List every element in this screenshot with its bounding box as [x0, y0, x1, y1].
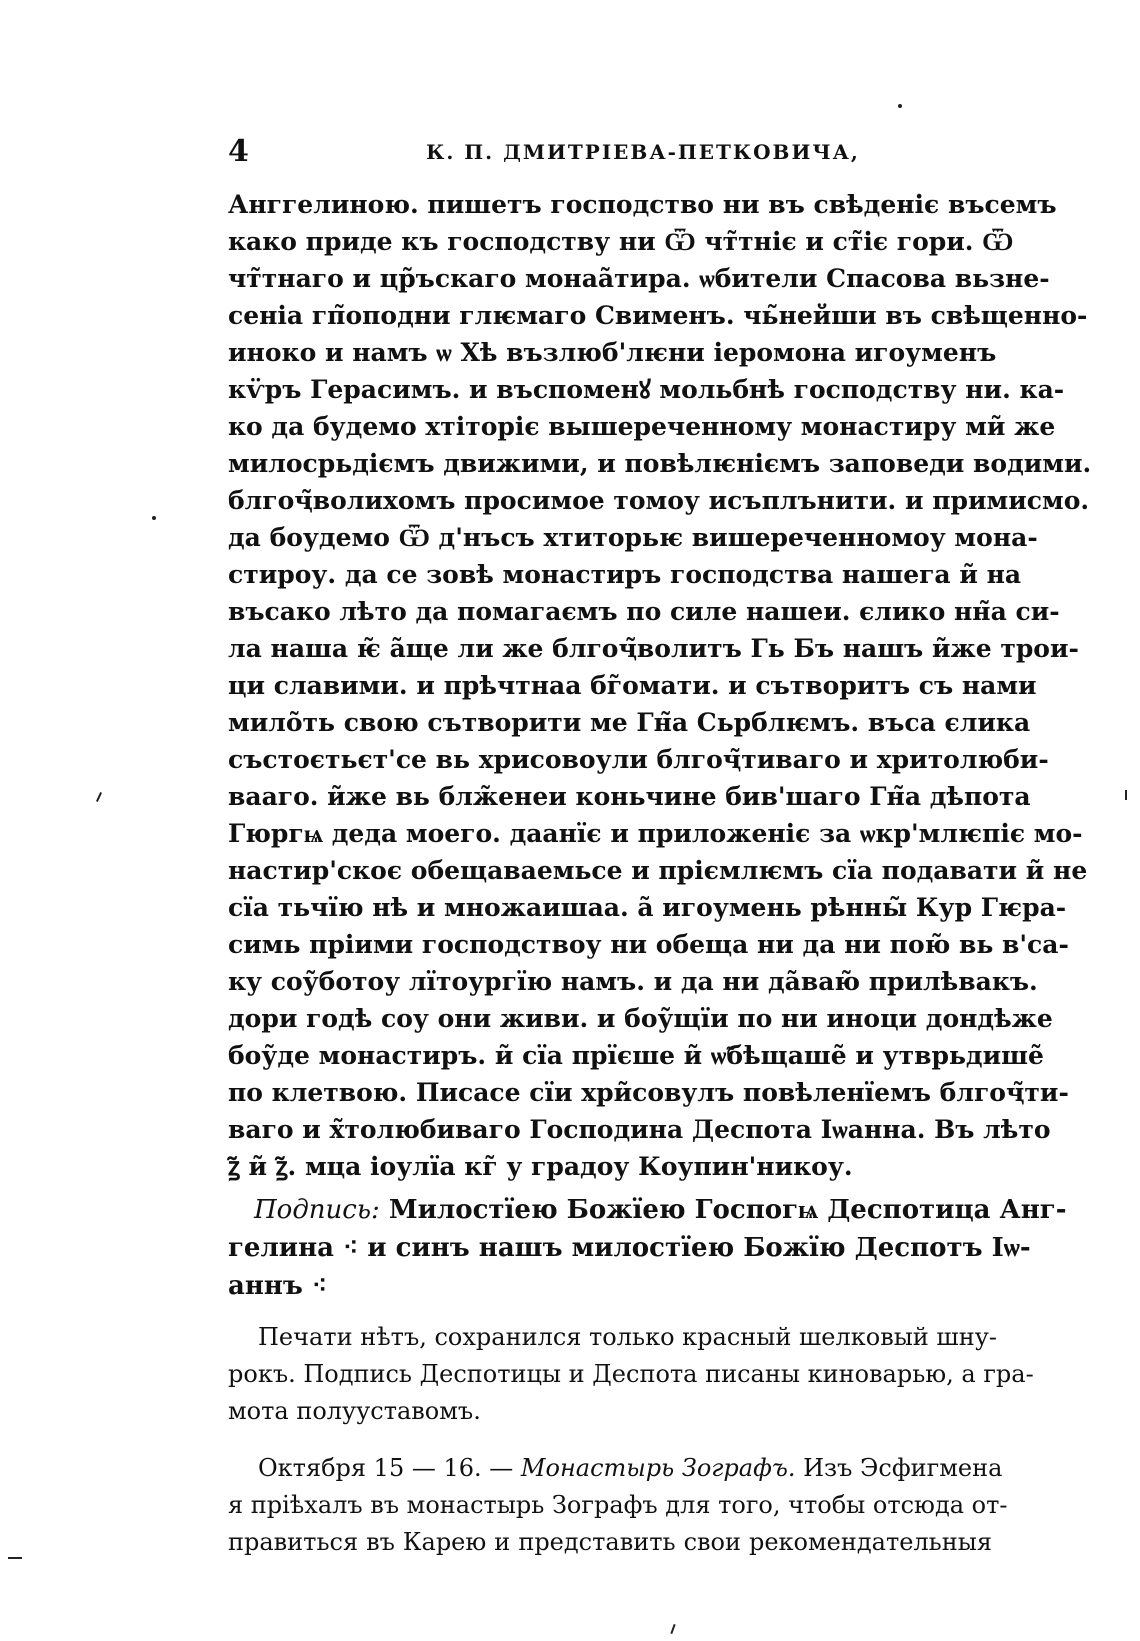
text-line: ваго и х̃толюбиваго Господина Деспота Іѡанна. Въ лѣто [228, 1115, 1051, 1144]
text-line: ꙁ̃ и̃ ꙁ̃. мца іоулїа кг̃ у градоу Коупин'никоу. [228, 1152, 853, 1181]
text-line: сїа тьчїю нѣ и множаишаа. а̃ игоумень рѣнны̃ Кур Гѥра- [228, 893, 1067, 922]
location-title: Монастырь Зографъ. [520, 1454, 796, 1482]
text-line: състоєтьєт'се вь хрисовоули блгоҷ̃тиваго и хритолюби- [228, 745, 1049, 774]
text-line: мило̃ть свою сътворити ме Гн̃а Сьрблѥмъ. въса єлика [228, 708, 1031, 737]
text-line: вааго. и̃же вь блж̃енеи коньчине бив'шаго Гн̃а дѣпота [228, 782, 1031, 811]
text-line: Печати нѣтъ, сохранился только красный шелковый шну- [258, 1323, 997, 1351]
text-line: да боудемо Ѿ д'нъсъ хтиторьѥ вишереченномоу мона- [228, 523, 1038, 552]
text-line: по клетвою. Писасе сїи хри̃совулъ повѣленїемъ блгоҷ̃ти- [228, 1078, 1069, 1107]
scan-speck [670, 1624, 675, 1634]
scan-speck [96, 792, 102, 802]
text-line: боу̃де монастиръ. и̃ сїа прїєше и̃ ѡ̃бѣщаше̃ и утврьдише̃ [228, 1041, 1044, 1070]
text-line: кѵ̈ръ Герасимъ. и въспоменꙋ мольбнѣ господству ни. ка- [228, 375, 1065, 404]
signature-paragraph [228, 1191, 1067, 1305]
text-line: дори годѣ соу они живи. и боу̃щїи по ни иноци дондѣже [228, 1004, 1053, 1033]
signature-line [228, 1191, 1067, 1229]
text-line: Анггелиною. пишетъ господство ни въ свѣденіє въсемъ [228, 190, 1057, 219]
running-head: К. П. ДМИТРІЕВА-ПЕТКОВИЧА, [426, 140, 860, 164]
text-line: милосрьдіємъ движими, и повѣлѥніємъ заповеди водими. [228, 449, 1092, 478]
page-number: 4 [228, 134, 249, 169]
diary-paragraph [228, 1450, 1008, 1561]
text-line: ко да будемо хтіторіє вышереченному монастиру ми̃ же [228, 412, 1056, 441]
text-line: ку соу̃ботоу лїтоургїю намъ. и да ни да̃ваю̃ прилѣвакъ. [228, 967, 1038, 996]
signature-label: Подпись: [254, 1195, 380, 1225]
signature-text: Милостїею Божїею Госпогѩ Деспотица Анг- [388, 1195, 1067, 1225]
text-line: како приде къ господству ни Ѿ чт̃тніє и ст̃іє гори. Ѿ [228, 227, 1014, 256]
diary-date: Октября 15 — 16. — [258, 1454, 514, 1482]
text-line: въсако лѣто да помагаємъ по силе нашеи. єлико нн̃а си- [228, 597, 1060, 626]
body-text [228, 186, 1092, 1561]
text-line: симь пріими господствоу ни обеща ни да ни пою̃ вь в'са- [228, 930, 1069, 959]
text-line: Гюргѩ деда моего. даанїє и приложеніє за ѡкр'млѥпіє мо- [228, 819, 1083, 848]
signature-line: аннъ ⁖ [228, 1271, 328, 1301]
text-line: настир'скоє обещаваемьсе и пріємлѥмъ сїа подавати и̃ не [228, 856, 1088, 885]
page-header [228, 132, 998, 172]
diary-text: Изъ Эсфигмена [803, 1454, 1003, 1482]
text-line: блгоҷ̃волихомъ просимое томоу исъплънити. и примисмо. [228, 486, 1090, 515]
charter-text [228, 186, 1092, 1185]
scan-speck [898, 104, 902, 108]
text-line: ла наша ѥ̃ а̃ще ли же блгоҷ̃волитъ Гь Бъ нашъ и̃же трои- [228, 634, 1079, 663]
text-line: ци славими. и прѣчтнаа бг̃омати. и сътворитъ съ нами [228, 671, 1037, 700]
text-line [228, 1450, 1003, 1487]
signature-line: гелина ⁖ и синъ нашъ милостїею Божїю Деспотъ Іѡ- [228, 1233, 1031, 1263]
text-line: мота полууставомъ. [228, 1397, 481, 1425]
text-line: сеніа гп̃оподни глѥмаго Свименъ. чь̃нейши въ свѣщенно- [228, 301, 1088, 330]
text-line: правиться въ Карею и представить свои рекомендательныя [228, 1528, 992, 1556]
text-line: рокъ. Подпись Деспотицы и Деспота писаны киноварью, а гра- [228, 1360, 1034, 1388]
scan-speck [1125, 790, 1127, 800]
text-line: я пріѣхалъ въ монастырь Зографъ для того, чтобы отсюда от- [228, 1491, 1008, 1519]
scan-speck [152, 516, 156, 520]
text-line: стироу. да се зовѣ монастиръ господства нашега и̃ на [228, 560, 1022, 589]
seal-note-paragraph [228, 1319, 1034, 1430]
text-line: иноко и намъ ѡ Хѣ възлюб'лѥни іеромона игоуменъ [228, 338, 997, 367]
text-line: чт̃тнаго и цр̃ъскаго монаа̃тира. ѡбители Спасова вьзне- [228, 264, 1050, 293]
scan-speck [8, 1557, 22, 1559]
